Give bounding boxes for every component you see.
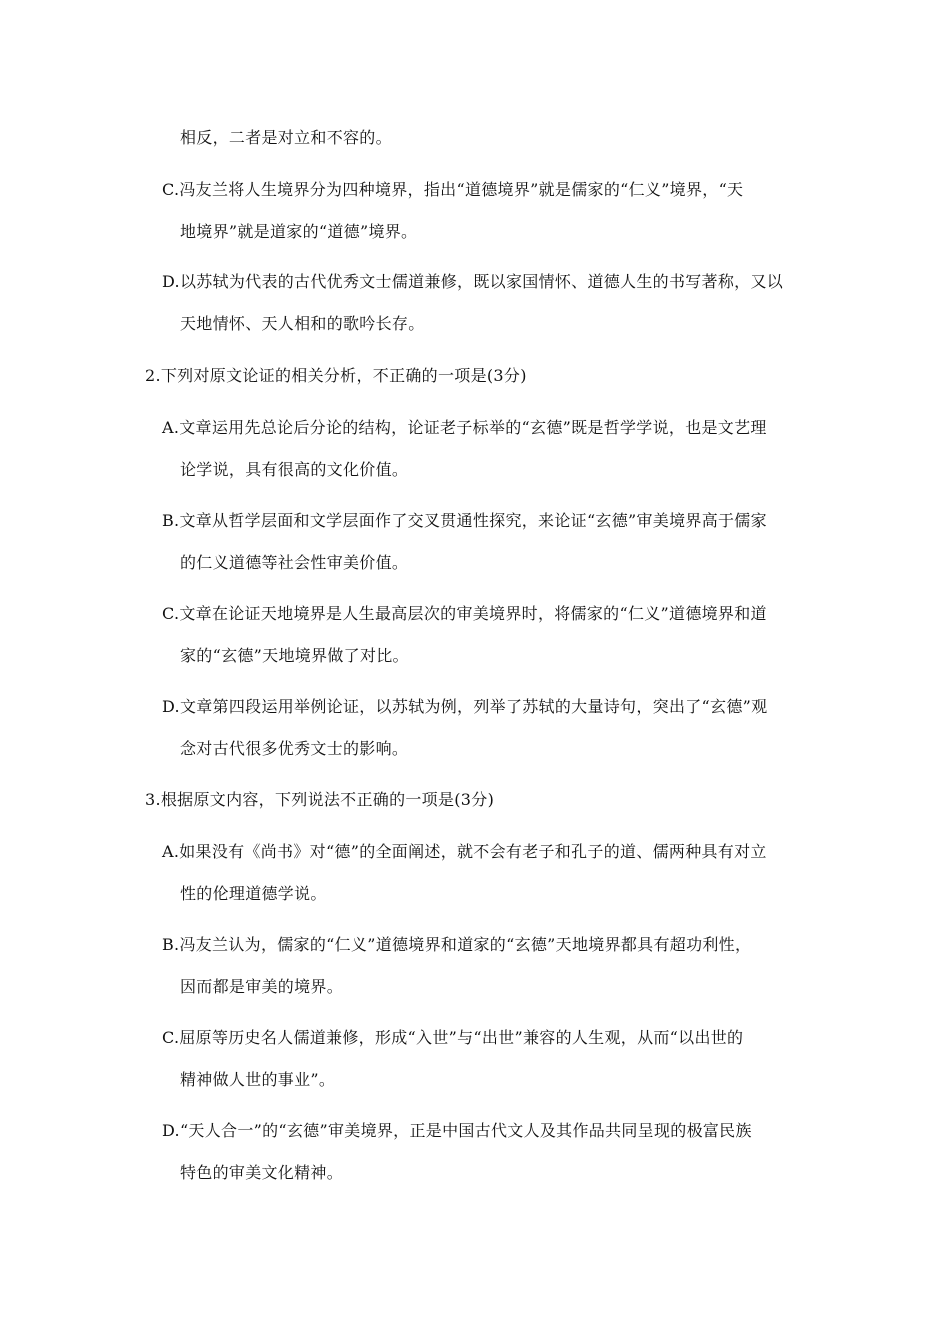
question-3-option-c-line1: C.屈原等历史名人儒道兼修，形成“入世”与“出世”兼容的人生观，从而“以出世的 bbox=[162, 1028, 744, 1047]
question-2-option-c-line2: 家的“玄德”天地境界做了对比。 bbox=[180, 646, 409, 665]
question-3-option-a-line1: A.如果没有《尚书》对“德”的全面阐述，就不会有老子和孔子的道、儒两种具有对立 bbox=[162, 842, 767, 861]
question-3-option-a-line2: 性的伦理道德学说。 bbox=[180, 884, 327, 903]
prev-option-b-continuation: 相反，二者是对立和不容的。 bbox=[180, 128, 392, 147]
prev-option-c-line1: C.冯友兰将人生境界分为四种境界，指出“道德境界”就是儒家的“仁义”境界，“天 bbox=[162, 180, 744, 199]
question-3-option-c-line2: 精神做人世的事业”。 bbox=[180, 1070, 336, 1089]
question-3-option-d-line2: 特色的审美文化精神。 bbox=[180, 1163, 344, 1182]
question-2-option-d-line2: 念对古代很多优秀文士的影响。 bbox=[180, 739, 409, 758]
question-2-option-a-line2: 论学说，具有很高的文化价值。 bbox=[180, 460, 409, 479]
question-3-option-b-line1: B.冯友兰认为，儒家的“仁义”道德境界和道家的“玄德”天地境界都具有超功利性， bbox=[162, 935, 752, 954]
question-2-option-c-line1: C.文章在论证天地境界是人生最高层次的审美境界时，将儒家的“仁义”道德境界和道 bbox=[162, 604, 767, 623]
question-3-option-d-line1: D.“天人合一”的“玄德”审美境界，正是中国古代文人及其作品共同呈现的极富民族 bbox=[162, 1121, 752, 1140]
question-2-option-a-line1: A.文章运用先总论后分论的结构，论证老子标举的“玄德”既是哲学学说，也是文艺理 bbox=[162, 418, 767, 437]
question-3-option-b-line2: 因而都是审美的境界。 bbox=[180, 977, 344, 996]
question-2-option-b-line1: B.文章从哲学层面和文学层面作了交叉贯通性探究，来论证“玄德”审美境界高于儒家 bbox=[162, 511, 767, 530]
question-2-stem: 2.下列对原文论证的相关分析，不正确的一项是(3分) bbox=[145, 366, 527, 385]
prev-option-d-line1: D.以苏轼为代表的古代优秀文士儒道兼修，既以家国情怀、道德人生的书写著称，又以 bbox=[162, 272, 784, 291]
question-2-option-b-line2: 的仁义道德等社会性审美价值。 bbox=[180, 553, 409, 572]
prev-option-c-line2: 地境界”就是道家的“道德”境界。 bbox=[180, 222, 418, 241]
prev-option-d-line2: 天地情怀、天人相和的歌吟长存。 bbox=[180, 314, 425, 333]
question-2-option-d-line1: D.文章第四段运用举例论证，以苏轼为例，列举了苏轼的大量诗句，突出了“玄德”观 bbox=[162, 697, 768, 716]
question-3-stem: 3.根据原文内容，下列说法不正确的一项是(3分) bbox=[145, 790, 495, 809]
